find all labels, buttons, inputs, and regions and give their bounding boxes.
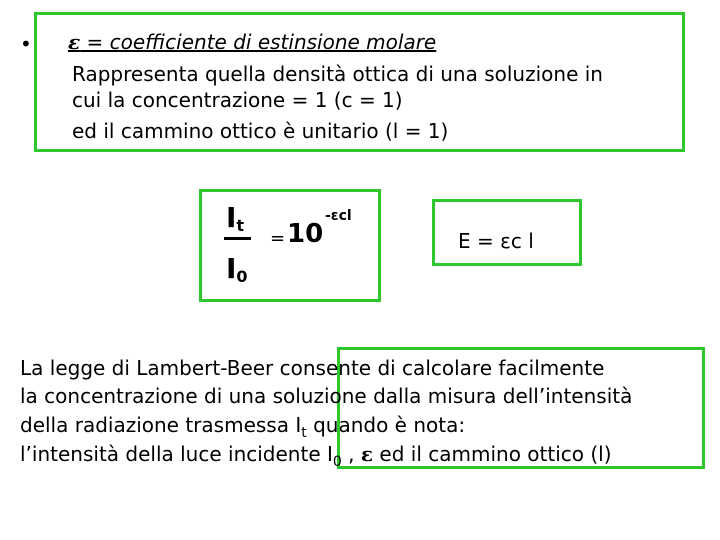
absorbance-equation: E = εc l (458, 229, 534, 253)
summary-line-4-subscript: 0 (332, 454, 342, 470)
heading-text: = coefficiente di estinsione molare (80, 30, 437, 54)
fraction-bar (224, 237, 251, 240)
summary-line-3-subscript: t (301, 425, 307, 441)
definition-heading (68, 30, 436, 54)
summary-line-3-text: della radiazione trasmessa I (20, 413, 302, 437)
epsilon-symbol: ε (68, 30, 81, 54)
summary-line-4-end: ed il cammino ottico (l) (373, 442, 612, 466)
summary-line-3-end: quando è nota: (306, 413, 466, 437)
summary-line-2: la concentrazione di una soluzione dalla misura dell’intensità (20, 384, 633, 408)
numerator-subscript: t (236, 216, 245, 235)
summary-epsilon-symbol: ε (360, 442, 374, 466)
numerator-symbol: I (226, 201, 237, 234)
denominator-subscript: 0 (236, 267, 248, 286)
summary-line-4 (20, 442, 612, 474)
summary-line-4-text: l’intensità della luce incidente I (20, 442, 333, 466)
definition-line-3: ed il cammino ottico è unitario (l = 1) (72, 119, 449, 143)
summary-line-1: La legge di Lambert-Beer consente di calcolare facilmente (20, 356, 605, 380)
definition-line-1: Rappresenta quella densità ottica di una soluzione in (72, 62, 603, 86)
formula-exponent: -εcl (325, 208, 352, 224)
summary-line-3 (20, 413, 465, 445)
bullet-icon: • (20, 32, 32, 56)
denominator-symbol: I (226, 252, 237, 285)
formula-denominator (226, 252, 248, 286)
formula-numerator (226, 201, 244, 235)
formula-equals: = (270, 228, 286, 249)
definition-line-2: cui la concentrazione = 1 (c = 1) (72, 88, 403, 112)
summary-line-4-separator: , (341, 442, 361, 466)
formula-base: 10 (287, 219, 324, 249)
